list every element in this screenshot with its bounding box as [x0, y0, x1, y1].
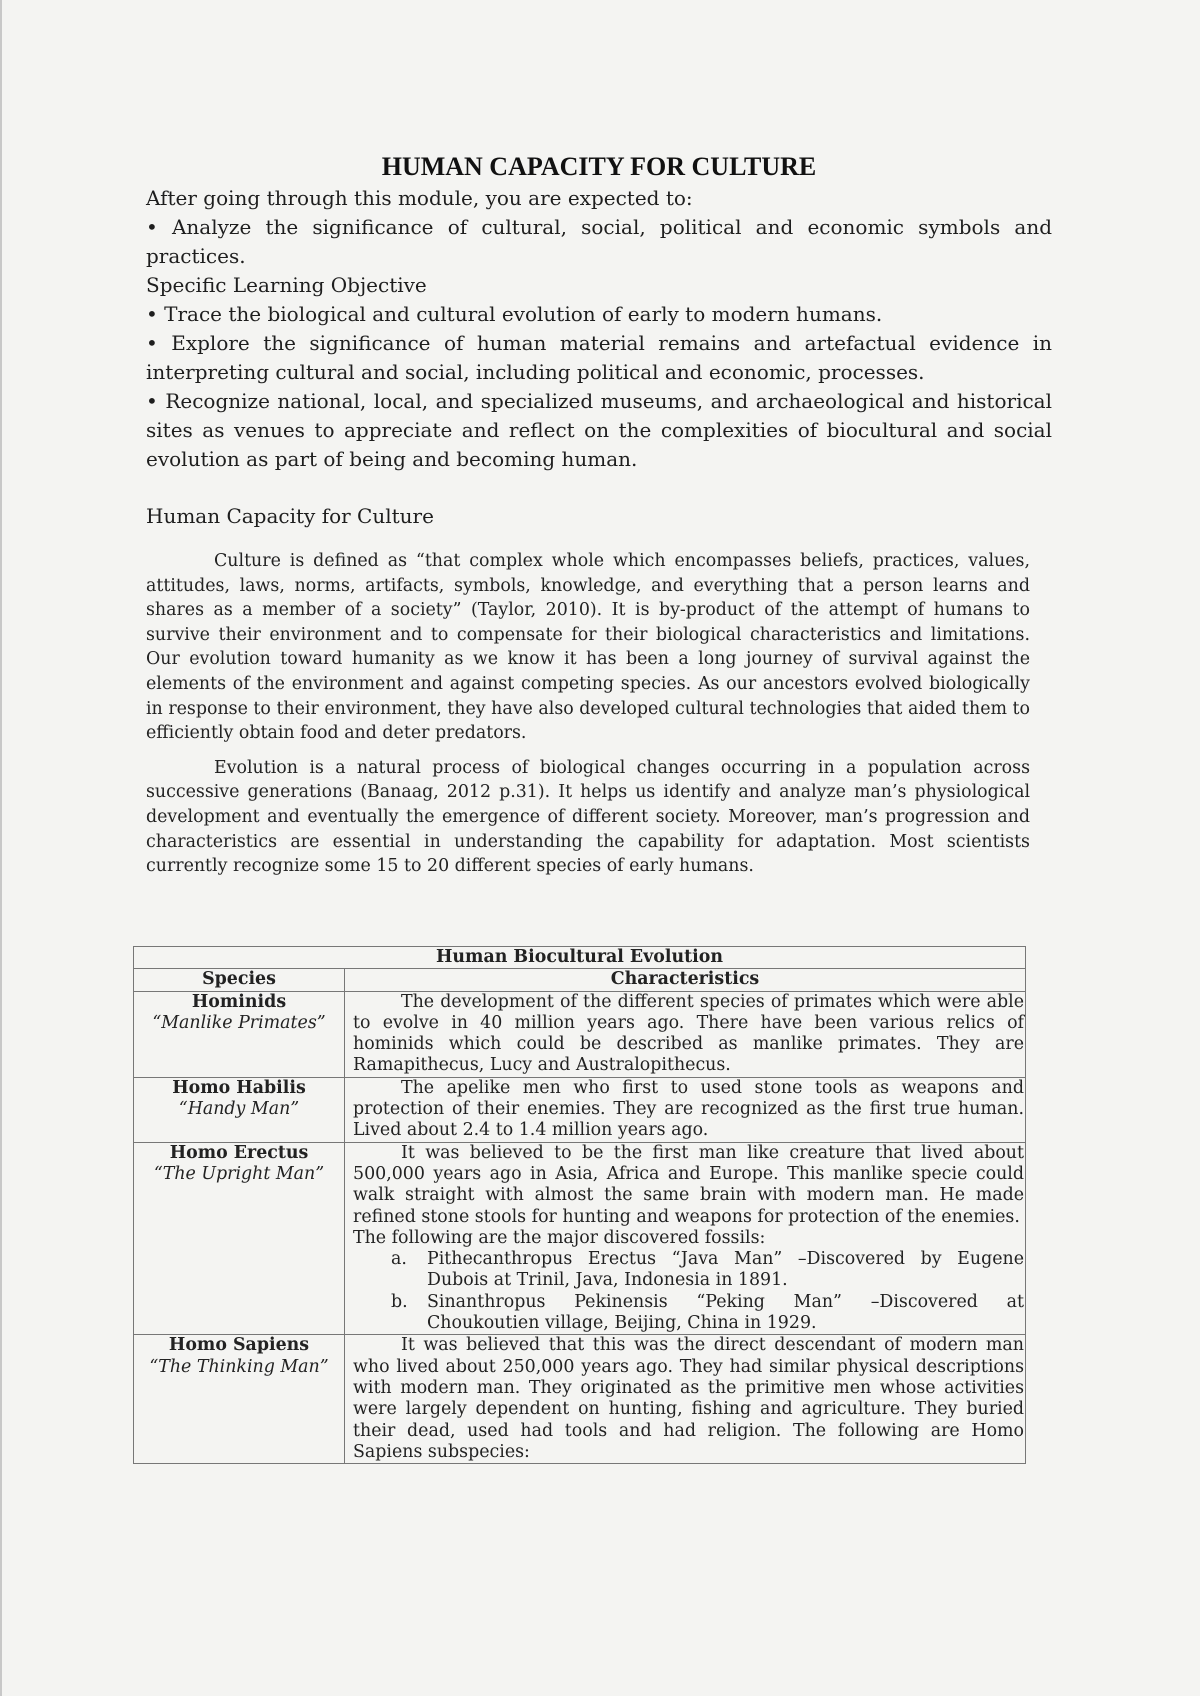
table-row	[134, 991, 1026, 1077]
characteristics-cell	[345, 1335, 1026, 1464]
document-title: HUMAN CAPACITY FOR CULTURE	[381, 152, 817, 181]
table-caption-row	[134, 947, 1026, 969]
objective-bullet: • Explore the significance of human material remains and artefactual evidence in interpreting cultural and social, including political and economic, processes.	[146, 331, 1052, 384]
fossil-description: Pithecanthropus Erectus “Java Man” –Discovered by Eugene Dubois at Trinil, Java, Indonesia in 1891.	[427, 1249, 1024, 1291]
table-caption: Human Biocultural Evolution	[134, 947, 1026, 969]
species-name: Homo Erectus	[169, 1142, 309, 1163]
objective-bullet: • Recognize national, local, and specialized museums, and archaeological and historical sites as venues to appreciate and reflect on the complexities of biocultural and social evolution as part of being and becoming human.	[146, 389, 1052, 471]
list-marker: a.	[391, 1249, 407, 1270]
list-marker: b.	[391, 1291, 408, 1312]
species-description: The development of the different species of primates which were able to evolve in 40 million years ago. There have been various relics of hominids which could be described as manlike primates. They are Ramapithecus, Lucy and Australopithecus.	[353, 991, 1024, 1076]
species-nickname: “Handy Man”	[178, 1099, 300, 1120]
list-item	[391, 1249, 1024, 1292]
species-cell	[134, 991, 345, 1077]
fossil-description: Sinanthropus Pekinensis “Peking Man” –Discovered at Choukoutien village, Beijing, China in 1929.	[427, 1291, 1024, 1334]
fossil-list	[353, 1249, 1024, 1334]
fossil-list-intro: The following are the major discovered fossils:	[353, 1227, 766, 1248]
species-description: It was believed that this was the direct descendant of modern man who lived about 250,000 years ago. They had similar physical descriptions with modern man. They originated as the primitive men whose activities were largely dependent on hunting, fishing and agriculture. They buried their dead, used had tools and had religion. The following are Homo Sapiens subspecies:	[353, 1335, 1024, 1462]
species-name: Hominids	[191, 991, 287, 1012]
list-item	[391, 1292, 1024, 1335]
species-cell	[134, 1077, 345, 1142]
species-nickname: “The Upright Man”	[153, 1163, 325, 1184]
characteristics-header: Characteristics	[345, 969, 1026, 991]
characteristics-cell	[345, 991, 1026, 1077]
species-cell	[134, 1142, 345, 1335]
species-description: The apelike men who first to used stone tools as weapons and protection of their enemies. They are recognized as the first true human. Lived about 2.4 to 1.4 million years ago.	[353, 1077, 1024, 1141]
species-name: Homo Habilis	[172, 1077, 306, 1098]
section-heading: Human Capacity for Culture	[146, 504, 434, 528]
biocultural-evolution-table	[133, 946, 1026, 1464]
table-row	[134, 1077, 1026, 1142]
objective-bullet: • Trace the biological and cultural evolution of early to modern humans.	[146, 302, 883, 326]
species-nickname: “The Thinking Man”	[149, 1356, 329, 1377]
species-description: It was believed to be the first man like creature that lived about 500,000 years ago in Asia, Africa and Europe. This manlike specie could walk straight with almost the same brain with modern man. He made refined stone stools for hunting and weapons for protection of the enemies.	[353, 1142, 1024, 1227]
culture-paragraph: Culture is defined as “that complex whole which encompasses beliefs, practices, values, attitudes, laws, norms, artifacts, symbols, knowledge, and everything that a person learns and shares as a member of a society” (Taylor, 2010). It is by-product of the attempt of humans to survive their environment and to compensate for their biological characteristics and limitations. Our evolution toward humanity as we know it has been a long journey of survival against the elements of the environment and against competing species. As our ancestors evolved biologically in response to their environment, they have also developed cultural technologies that aided them to efficiently obtain food and deter predators.	[146, 551, 1030, 744]
objective-bullet: • Analyze the significance of cultural, social, political and economic symbols and practices.	[146, 215, 1052, 268]
species-nickname: “Manlike Primates”	[152, 1012, 326, 1033]
characteristics-cell	[345, 1142, 1026, 1335]
page-edge	[0, 0, 2, 1696]
intro-line: After going through this module, you are expected to:	[146, 186, 693, 210]
species-header: Species	[134, 969, 345, 991]
table-header-row	[134, 969, 1026, 991]
species-cell	[134, 1335, 345, 1464]
species-name: Homo Sapiens	[168, 1335, 310, 1356]
specific-objective-heading: Specific Learning Objective	[146, 273, 427, 297]
table-row	[134, 1142, 1026, 1335]
learning-objectives	[146, 184, 1052, 474]
table-row	[134, 1335, 1026, 1464]
document-page	[146, 150, 1052, 889]
characteristics-cell	[345, 1077, 1026, 1142]
evolution-paragraph: Evolution is a natural process of biological changes occurring in a population across successive generations (Banaag, 2012 p.31). It helps us identify and analyze man’s physiological development and eventually the emergence of different society. Moreover, man’s progression and characteristics are essential in understanding the capability for adaptation. Most scientists currently recognize some 15 to 20 different species of early humans.	[146, 757, 1030, 877]
